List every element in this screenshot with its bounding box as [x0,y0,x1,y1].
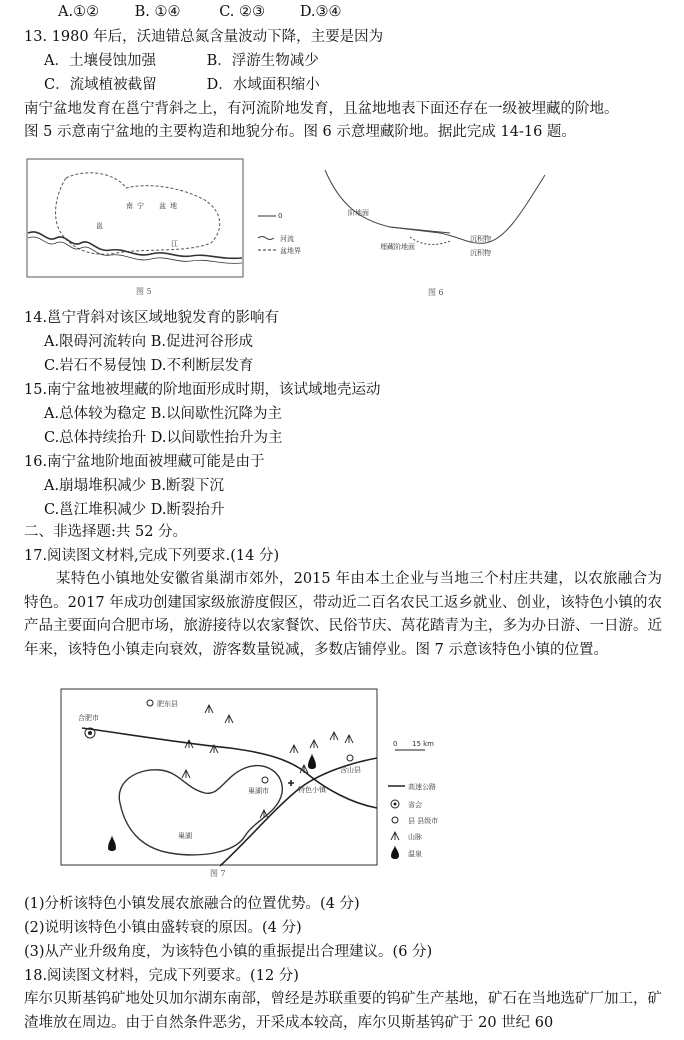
fig7-caption: 图 7 [210,869,226,878]
q13-stem: 13. 1980 年后，沃迪错总氮含量波动下降，主要是因为 [24,29,384,45]
fig7-legend: 温泉 [408,850,422,858]
fig5-label: 江 [171,240,178,248]
fig7-legend: 省会 [408,801,422,809]
fig7-label: 特色小镇 [298,786,326,794]
q17-passage: 某特色小镇地处安徽省巢湖市郊外，2015 年由本土企业与当地三个村庄共建，以农旅融合为特色。2017 年成功创建国家级旅游度假区，带动近二百名农民工返乡就业、创业，该特色小镇的农产品主要面向合肥市场，旅游接待以农家餐饮、民俗节庆、莴花踏青为主，多为办日游、一日游。近年来，该特色小镇走向衰效，游客数量锐减，多数店铺停业。图 7 示意该特色小镇的位置。 [24,571,662,658]
fig6-label: 沉积物 [470,249,491,257]
option: A.①② [58,4,100,20]
option: C. ②③ [219,4,266,20]
q14-options-row1: A.限碍河流转向 B.促进河谷形成 [44,334,253,350]
fig5-label: 邕 [96,222,103,230]
q15-stem: 15.南宁盆地被埋藏的阶地面形成时期，该试域地壳运动 [24,382,381,398]
intro-line-2: 图 5 示意南宁盆地的主要构造和地貌分布。图 6 示意埋藏阶地。据此完成 14-16 题。 [24,124,576,140]
q14-options-row2: C.岩石不易侵蚀 D.不利断层发育 [44,358,254,374]
fig5-scale: 0 [278,212,283,220]
q13-options-row1: A．土壤侵蚀加强 B．浮游生物减少 [44,53,319,69]
fig7-scale: 0 [393,740,398,748]
fig6-caption: 图 6 [428,288,444,297]
fig5-legend: 盆地界 [280,247,301,255]
q17-sub-1: (1)分析该特色小镇发展农旅融合的位置优势。(4 分) [24,896,360,912]
fig6-label: 沉积物 [470,235,491,243]
fig5-legend: 河流 [280,235,294,243]
fig5-label: 南 [126,202,133,210]
q18-stem: 18.阅读图文材料，完成下列要求。(12 分) [24,968,299,984]
fig7-label: 巢湖市 [248,787,269,795]
section-heading: 二、非选择题:共 52 分。 [24,524,188,540]
fig5-label: 盆 [159,202,166,210]
intro-line-1: 南宁盆地发育在邕宁背斜之上，有河流阶地发育，且盆地地表下面还存在一级被埋藏的阶地。 [24,101,619,117]
q17-sub-2: (2)说明该特色小镇由盛转衰的原因。(4 分) [24,920,302,936]
figure-5-map [26,158,326,298]
fig7-label: 巢湖 [178,832,192,840]
fig7-legend: 高速公路 [408,783,436,791]
q12-options [58,2,342,22]
q16-options-row2: C.邕江堆积减少 D.断裂抬升 [44,502,225,518]
fig5-label: 地 [170,202,177,210]
fig6-label: 埋藏阶地面 [380,243,415,251]
option: D.③④ [299,4,342,20]
fig6-label: 阶地面 [348,209,369,217]
q17-sub-3: (3)从产业升级角度，为该特色小镇的重振提出合理建议。(6 分) [24,944,433,960]
figure-6-diagram [320,165,560,297]
q16-stem: 16.南宁盆地阶地面被埋藏可能是由于 [24,454,265,470]
fig5-label: 宁 [137,202,144,210]
fig7-label: 肥东县 [157,700,178,708]
q17-stem: 17.阅读图文材料,完成下列要求.(14 分) [24,548,280,564]
q15-options-row2: C.总体持续抬升 D.以间歇性抬升为主 [44,430,283,446]
figure-7-map [60,688,440,878]
fig7-legend: 县 县级市 [408,817,439,825]
fig7-legend: 山脉 [408,833,422,841]
fig7-scale: 15 km [412,740,435,748]
fig7-label: 合肥市 [78,714,99,722]
fig5-caption: 图 5 [136,287,152,296]
q14-stem: 14.邕宁背斜对该区域地貌发育的影响有 [24,310,280,326]
option: B. ①④ [134,4,181,20]
q16-options-row1: A.崩塌堆积减少 B.断裂下沉 [44,478,224,494]
q15-options-row1: A.总体较为稳定 B.以间歇性沉降为主 [44,406,282,422]
fig7-label: 含山县 [340,766,361,774]
q13-options-row2: C．流域植被截留 D．水域面积缩小 [44,77,320,93]
q18-passage: 库尔贝斯基钨矿地处贝加尔湖东南部，曾经是苏联重要的钨矿生产基地，矿石在当地选矿厂加工，矿渣堆放在周边。由于自然条件恶劣，开采成本较高，库尔贝斯基钨矿于 20 世纪 60 [24,991,662,1031]
